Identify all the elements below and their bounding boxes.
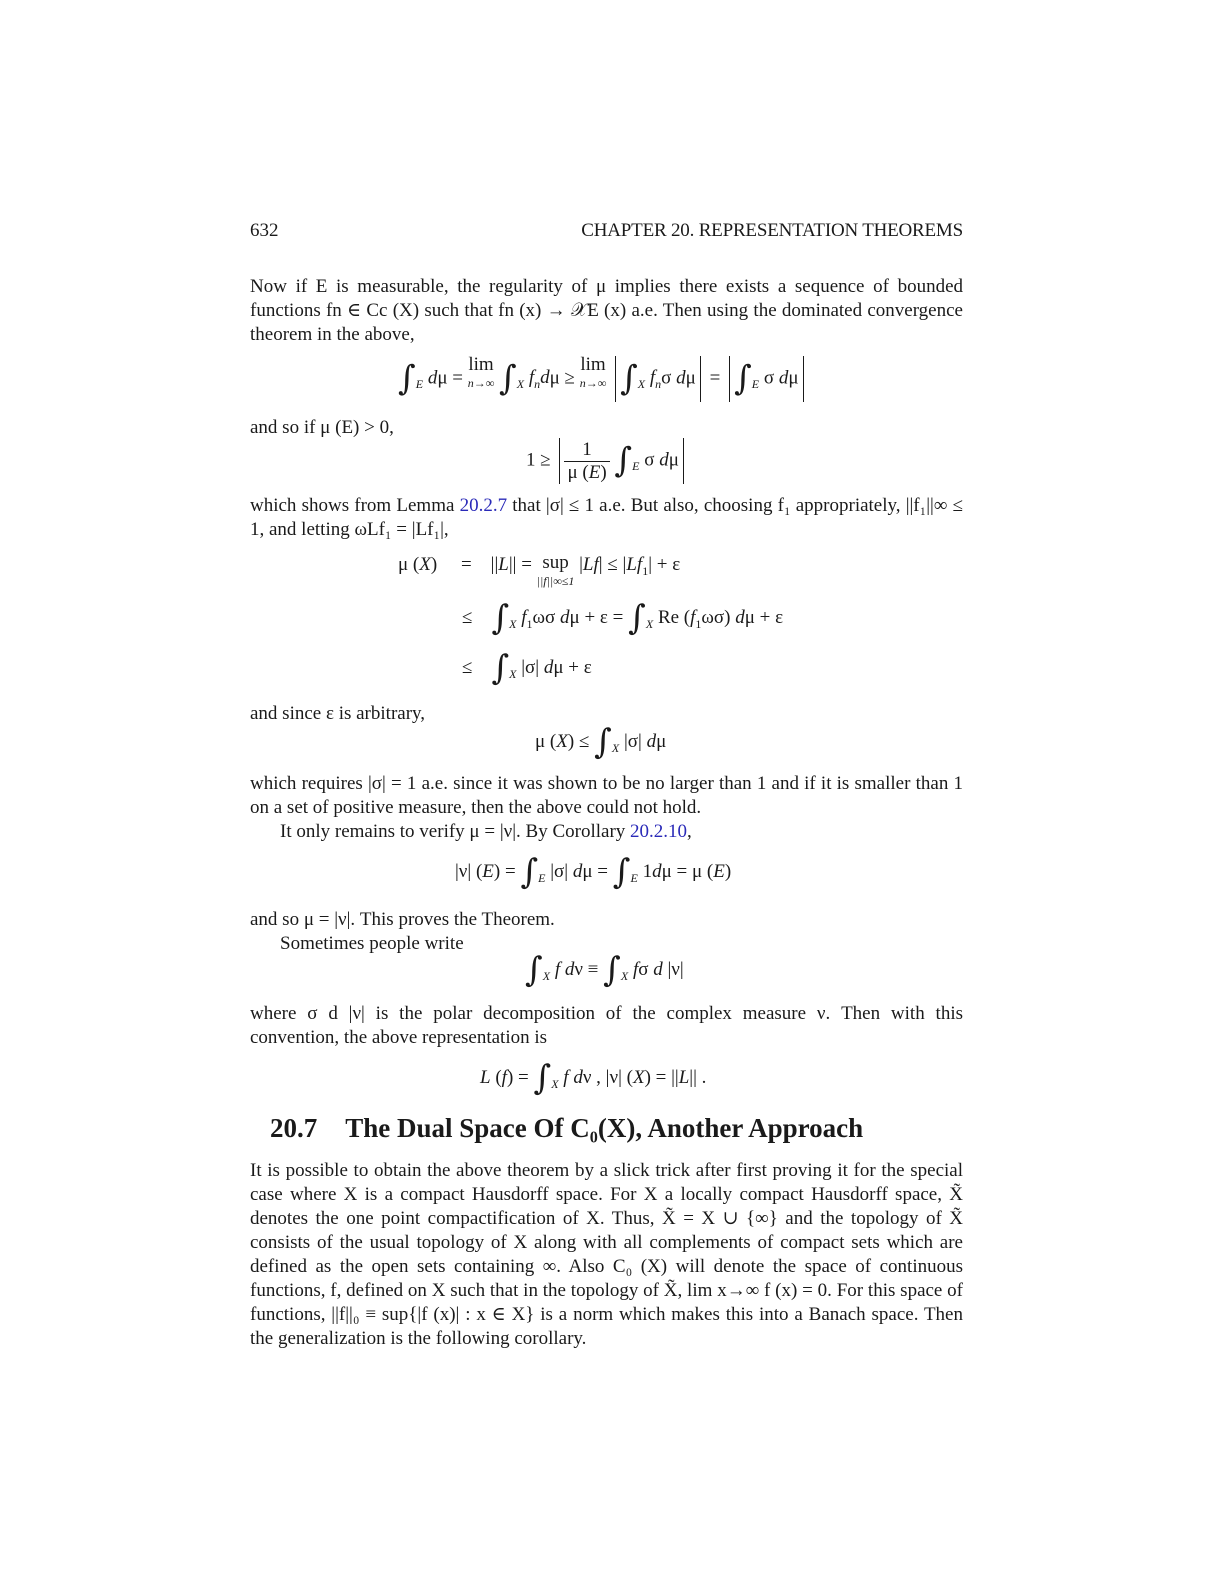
lemma-link[interactable]: 20.2.7: [459, 495, 508, 516]
equation-bound-one: 1 ≥ $\frac{1}{\mu (E)}$ $\int_E$ σ dμ: [526, 438, 688, 484]
paragraph-sigma-one: which requires |σ| = 1 a.e. since it was shown to be no larger than 1 and if it is smaller than 1 on a set of positive measure, then the above could not hold.: [250, 773, 963, 818]
page-number: 632: [250, 220, 279, 241]
chapter-title: CHAPTER 20. REPRESENTATION THEOREMS: [581, 220, 963, 241]
corollary-link[interactable]: 20.2.10: [630, 821, 688, 842]
paragraph-polar: where σ d |ν| is the polar decomposition of the complex measure ν. Then with this convention, the above representation is: [250, 1003, 963, 1048]
paragraph-sometimes: Sometimes people write: [280, 933, 464, 954]
equation-norm-line1: μ (X) = ||L|| = sup ||f||∞≤1 $|Lf| \le |Lf_1| + \varepsilon$: [398, 552, 681, 588]
equation-mu-x: μ $(X) \le \int_X$ |σ| dμ: [535, 722, 667, 762]
paragraph-mu-positive: and so if μ (E) > 0,: [250, 417, 394, 438]
paragraph-corollary: It only remains to verify μ = |ν|. By Corollary 20.2.10,: [280, 821, 692, 842]
equation-representation: L $(f) = \int_X$ f dν , |ν| (X) = ||L|| .: [480, 1058, 707, 1098]
section-number: 20.7: [270, 1113, 318, 1143]
running-header: [250, 220, 963, 244]
paragraph-lemma: which shows from Lemma 20.2.7 that |σ| ≤ 1 a.e. But also, choosing f₁ appropriately, ||f₁||∞ ≤ 1, and letting ωLf₁ = |Lf₁|,: [250, 495, 964, 540]
paragraph-measurable: Now if E is measurable, the regularity of μ implies there exists a sequence of bounded functions fn ∈ Cc (X) such that fn (x) → 𝒳E (x) a.e. Then using the dominated convergence theorem in the above,: [250, 276, 963, 345]
equation-dominated-convergence: $\int_E$ dμ = lim n→∞ $\int_X$ $f_nd\mu \ge \lim$ n→∞ $\int_X$ $f_n\sigma$ $d\mu = \int_E$ σ dμ: [398, 356, 808, 402]
section-heading: [270, 1113, 863, 1144]
paragraph-epsilon: and since ε is arbitrary,: [250, 703, 426, 724]
paragraph-proves: and so μ = |ν|. This proves the Theorem.: [250, 909, 555, 930]
equation-norm-line3: ≤ $\int_X$ |σ| dμ + ε: [462, 648, 592, 688]
section-title: The Dual Space Of C₀(X), Another Approach: [345, 1113, 864, 1143]
equation-norm-line2: ≤ $\int_X$ $f_1\omega\sigma$ $d\mu + \varepsilon = \int_X$ Re $(f_1\omega\sigma) d\mu + \varepsilon$: [462, 598, 784, 638]
equation-total-variation: |ν| $(E) = \int_E$ |σ| $d\mu = \int_E$ 1dμ = μ (E): [455, 852, 732, 892]
paragraph-dual-space: It is possible to obtain the above theorem by a slick trick after first proving it for the special case where X is a compact Hausdorff space. For X a locally compact Hausdorff space, X̃ denotes the one point compactification of X. Thus, X̃ = X ∪ {∞} and the topology of X̃ consists of the usual topology of X along with all complements of compact sets which are defined as the open sets containing ∞. Also C₀ (X) will denote the space of continuous functions, f, defined on X such that in the topology of X̃, lim x→∞ f (x) = 0. For this space of functions, ||f||₀ ≡ sup{|f (x)| : x ∈ X} is a norm which makes this into a Banach space. Then the generalization is the following corollary.: [250, 1160, 963, 1349]
equation-convention: $\int_X$ f $d\nu \equiv \int_X$ fσ d |ν|: [525, 950, 684, 990]
